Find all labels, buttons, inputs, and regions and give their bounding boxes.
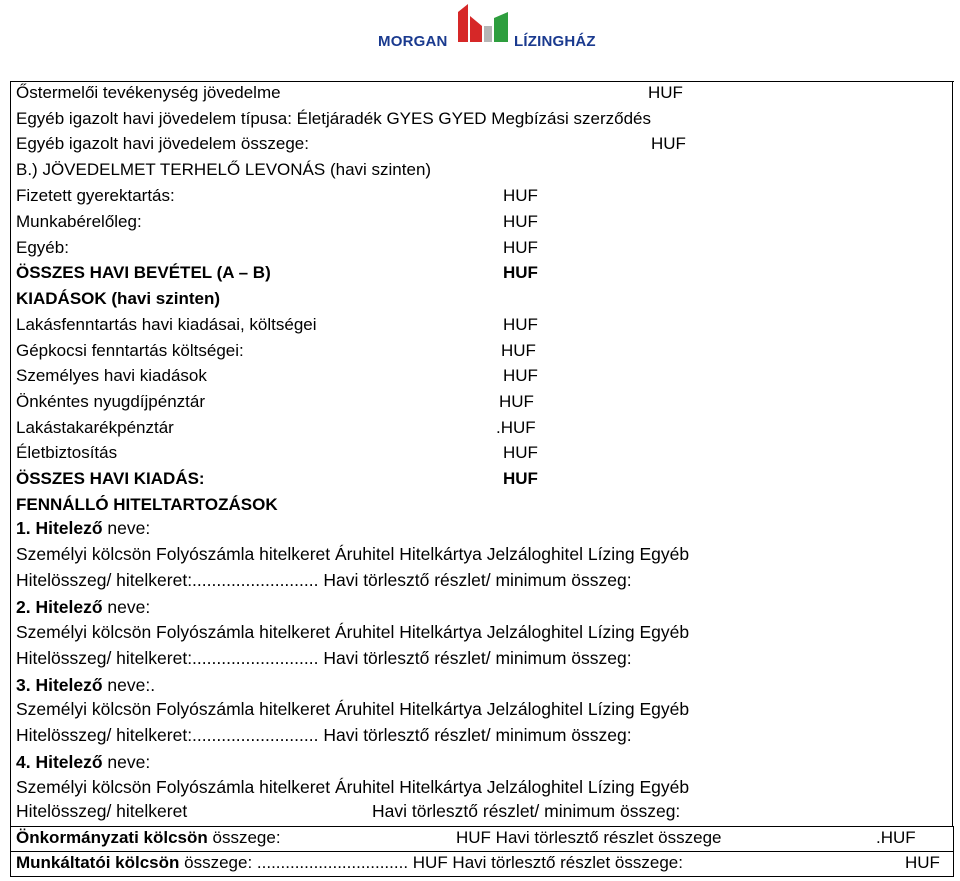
employer-loan-text: összege: ................................ HUF Havi törlesztő részlet összege: — [179, 853, 683, 872]
creditor-1-amount-line: Hitelösszeg/ hitelkeret:.......................... Havi törlesztő részlet/ minimum összeg: — [16, 570, 632, 590]
municipal-loan-installment-label: HUF Havi törlesztő részlet összege — [456, 828, 722, 847]
huf-lakastakarek: .HUF — [496, 418, 536, 437]
row-osszes-bevetel: ÖSSZES HAVI BEVÉTEL (A – B) — [16, 263, 271, 282]
row-eletbiztositas: Életbiztosítás — [16, 443, 118, 462]
huf-osszes-kiadas: HUF — [503, 469, 538, 488]
logo-mark-icon — [454, 2, 512, 42]
creditor-3-loan-types: Személyi kölcsön Folyószámla hitelkeret Áruhitel Hitelkártya Jelzáloghitel Lízing Egyéb — [16, 699, 690, 719]
row-munkaberelolег: Munkabérelőleg: — [16, 212, 142, 231]
employer-loan-title: Munkáltatói kölcsön — [16, 853, 180, 872]
row-lakasfenntartas: Lakásfenntartás havi kiadásai, költségei — [16, 315, 317, 334]
municipal-loan-title: Önkormányzati kölcsön — [16, 828, 208, 847]
creditor-4-number: 4. Hitelező — [16, 752, 103, 772]
municipal-loan-row — [16, 828, 281, 848]
creditor-2-number: 2. Hitelező — [16, 597, 103, 617]
row-egyeb-tipus: Egyéb igazolt havi jövedelem típusa: Életjáradék GYES GYED Megbízási szerződés — [16, 109, 651, 128]
employer-loan-row — [16, 853, 683, 873]
logo-text-lizinghaz: LÍZINGHÁZ — [514, 33, 596, 50]
huf-onkentes: HUF — [499, 392, 534, 411]
creditor-3-suffix: neve:. — [102, 675, 156, 695]
municipal-loan-amount-label: összege: — [207, 828, 281, 847]
table-border-left — [10, 826, 11, 876]
creditor-3-number: 3. Hitelező — [16, 675, 103, 695]
creditor-2-amount-line: Hitelösszeg/ hitelkeret:.......................... Havi törlesztő részlet/ minimum összeg: — [16, 648, 632, 668]
creditor-2-name-label — [16, 597, 150, 617]
row-szemelyes: Személyes havi kiadások — [16, 366, 207, 385]
row-kiadasok-heading: KIADÁSOK (havi szinten) — [16, 289, 221, 308]
creditor-3-amount-line: Hitelösszeg/ hitelkeret:.......................... Havi törlesztő részlet/ minimum összeg: — [16, 725, 632, 745]
table-line-top — [10, 826, 954, 827]
huf-szemelyes: HUF — [503, 366, 538, 385]
creditor-4-amount-label: Hitelösszeg/ hitelkeret — [16, 801, 188, 821]
row-ostermeloi: Őstermelői tevékenység jövedelme — [16, 83, 281, 102]
huf-ostermeloi: HUF — [648, 83, 683, 102]
huf-gyerektartas: HUF — [503, 186, 538, 205]
table-line-middle — [10, 851, 954, 852]
row-osszes-kiadas: ÖSSZES HAVI KIADÁS: — [16, 469, 205, 488]
huf-egyeb: HUF — [503, 238, 538, 257]
row-onkentes: Önkéntes nyugdíjpénztár — [16, 392, 206, 411]
creditor-4-suffix: neve: — [102, 752, 151, 772]
huf-munkaberelole: HUF — [503, 212, 538, 231]
creditor-3-name-label — [16, 675, 155, 695]
creditor-1-number: 1. Hitelező — [16, 518, 103, 538]
creditor-4-name-label — [16, 752, 150, 772]
row-egyeb: Egyéb: — [16, 238, 69, 257]
creditor-2-suffix: neve: — [102, 597, 151, 617]
row-egyeb-osszeg: Egyéb igazolt havi jövedelem összege: — [16, 134, 309, 153]
table-border-right — [953, 826, 954, 876]
huf-lakasfenntartas: HUF — [503, 315, 538, 334]
huf-osszes-bevetel: HUF — [503, 263, 538, 282]
creditor-1-loan-types: Személyi kölcsön Folyószámla hitelkeret Áruhitel Hitelkártya Jelzáloghitel Lízing Egyéb — [16, 544, 690, 564]
creditor-4-installment-label: Havi törlesztő részlet/ minimum összeg: — [372, 801, 681, 821]
logo-text-morgan: MORGAN — [378, 33, 448, 50]
row-hiteltartozasok-heading: FENNÁLLÓ HITELTARTOZÁSOK — [16, 495, 278, 514]
row-lakastakarek: Lakástakarékpénztár — [16, 418, 174, 437]
row-levonas-heading: B.) JÖVEDELMET TERHELŐ LEVONÁS (havi szinten) — [16, 160, 432, 179]
creditor-4-loan-types: Személyi kölcsön Folyószámla hitelkeret Áruhitel Hitelkártya Jelzáloghitel Lízing Egyéb — [16, 777, 690, 797]
municipal-loan-installment-huf: .HUF — [876, 828, 916, 847]
creditor-1-suffix: neve: — [102, 518, 151, 538]
logo — [376, 0, 596, 56]
row-gyerektartas: Fizetett gyerektartás: — [16, 186, 175, 205]
employer-loan-installment-huf: HUF — [905, 853, 940, 872]
huf-eletbiztositas: HUF — [503, 443, 538, 462]
creditor-2-loan-types: Személyi kölcsön Folyószámla hitelkeret Áruhitel Hitelkártya Jelzáloghitel Lízing Egyéb — [16, 622, 690, 642]
huf-egyeb-osszeg: HUF — [651, 134, 686, 153]
creditor-1-name-label — [16, 518, 150, 538]
table-line-bottom — [10, 876, 954, 877]
huf-gepkocsi: HUF — [501, 341, 536, 360]
row-gepkocsi: Gépkocsi fenntartás költségei: — [16, 341, 244, 360]
